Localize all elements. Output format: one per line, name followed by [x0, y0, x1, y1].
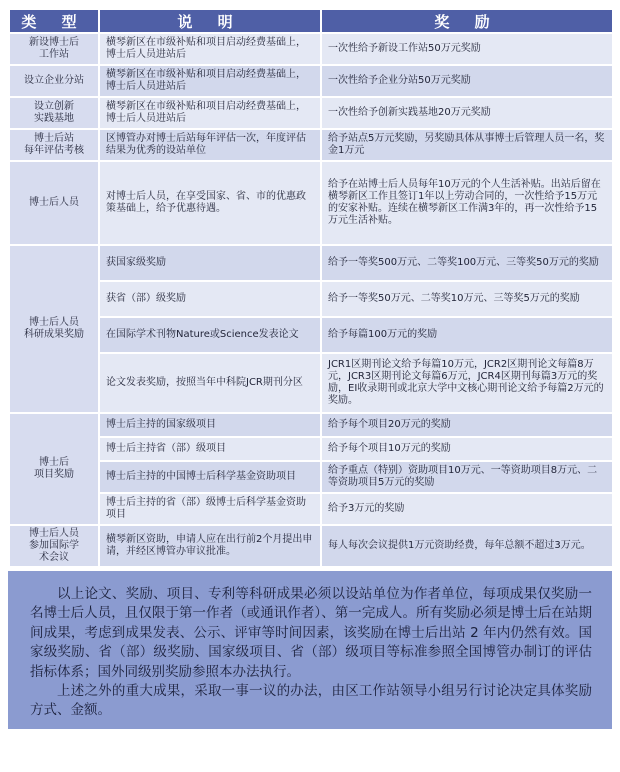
table-row: [10, 246, 612, 280]
row-type: 设立企业分站: [10, 66, 98, 96]
row-type: 博士后站 每年评估考核: [10, 130, 98, 160]
row-reward: JCR1区期刊论文给予每篇10万元，JCR2区期刊论文每篇8万元，JCR3区期刊论文每篇6万元，JCR4区期刊每篇3万元的奖励，EI收录期刊或北京大学中文核心期刊论文给予每篇2万元的奖励。: [322, 354, 612, 412]
row-desc: 博士后主持的省（部）级博士后科学基金资助项目: [100, 494, 320, 524]
row-desc: 横琴新区在市级补贴和项目启动经费基础上，博士后人员进站后: [100, 98, 320, 128]
row-desc: 横琴新区在市级补贴和项目启动经费基础上，博士后人员进站后: [100, 34, 320, 64]
row-desc: 论文发表奖励，按照当年中科院JCR期刊分区: [100, 354, 320, 412]
row-reward: 给予3万元的奖励: [322, 494, 612, 524]
header-type: 类 型: [10, 10, 98, 32]
table-row: [10, 98, 612, 128]
row-reward: 给予一等奖50万元、二等奖10万元、三等奖5万元的奖励: [322, 282, 612, 316]
table-row: [10, 130, 612, 160]
row-type: 设立创新 实践基地: [10, 98, 98, 128]
policy-document: [8, 8, 612, 729]
table-row: [10, 462, 612, 492]
table-row: [10, 494, 612, 524]
row-desc: 博士后主持的中国博士后科学基金资助项目: [100, 462, 320, 492]
projects-type: 博士后 项目奖励: [10, 414, 98, 524]
header-desc: 说 明: [100, 10, 320, 32]
row-desc: 横琴新区在市级补贴和项目启动经费基础上，博士后人员进站后: [100, 66, 320, 96]
row-desc: 获省（部）级奖励: [100, 282, 320, 316]
row-reward: 一次性给予创新实践基地20万元奖励: [322, 98, 612, 128]
row-reward: 给予在站博士后人员每年10万元的个人生活补贴。出站后留在横琴新区工作且签订1年以上劳动合同的，一次性给予15万元的安家补贴。连续在横琴新区工作满3年的，再一次性给予15万元生活补贴。: [322, 162, 612, 244]
table-row: [10, 34, 612, 64]
row-reward: 给予一等奖500万元、二等奖100万元、三等奖50万元的奖励: [322, 246, 612, 280]
table-row: [10, 354, 612, 412]
table-row: [10, 66, 612, 96]
conference-type: 博士后人员 参加国际学 术会议: [10, 526, 98, 566]
table-row: [10, 318, 612, 352]
row-desc: 在国际学术刊物Nature或Science发表论文: [100, 318, 320, 352]
table-row: [10, 438, 612, 460]
table-row: [10, 162, 612, 244]
row-reward: 给予重点（特别）资助项目10万元、一等资助项目8万元、二等资助项目5万元的奖励: [322, 462, 612, 492]
note-paragraph: 上述之外的重大成果，采取一事一议的办法，由区工作站领导小组另行讨论决定具体奖励方式、金额。: [30, 683, 592, 719]
row-type: 博士后人员: [10, 162, 98, 244]
row-desc: 博士后主持省（部）级项目: [100, 438, 320, 460]
table-row: [10, 282, 612, 316]
row-reward: 一次性给予企业分站50万元奖励: [322, 66, 612, 96]
row-reward: 给予每个项目20万元的奖励: [322, 414, 612, 436]
table-row: [10, 526, 612, 566]
row-desc: 横琴新区资助，申请人应在出行前2个月提出申请，并经区博管办审议批准。: [100, 526, 320, 566]
research-type: 博士后人员 科研成果奖励: [10, 246, 98, 412]
row-desc: 对博士后人员，在享受国家、省、市的优惠政策基础上，给予优惠待遇。: [100, 162, 320, 244]
row-reward: 给予每篇100万元的奖励: [322, 318, 612, 352]
row-desc: 获国家级奖励: [100, 246, 320, 280]
row-type: 新设博士后 工作站: [10, 34, 98, 64]
row-reward: 给予站点5万元奖励，另奖励具体从事博士后管理人员一名，奖金1万元: [322, 130, 612, 160]
notes-box: [8, 571, 612, 729]
row-desc: 博士后主持的国家级项目: [100, 414, 320, 436]
header-reward: 奖 励: [322, 10, 612, 32]
row-reward: 一次性给予新设工作站50万元奖励: [322, 34, 612, 64]
note-paragraph: 以上论文、奖励、项目、专利等科研成果必须以设站单位为作者单位，每项成果仅奖励一名博士后人员，且仅限于第一作者（或通讯作者）、第一完成人。所有奖励必须是博士后在站期间成果，考虑到成果发表、公示、评审等时间因素，该奖励在博士后出站 2 年内仍然有效。国家级奖励、省（部）级奖励、国家级项目、省（部）级项目等标准参照全国博管办制订的评估指标体系；国外同级别奖励参照本办法执行。: [30, 586, 592, 680]
table-row: [10, 414, 612, 436]
table-header-row: [10, 10, 612, 32]
row-reward: 每人每次会议提供1万元资助经费，每年总额不超过3万元。: [322, 526, 612, 566]
row-desc: 区博管办对博士后站每年评估一次，年度评估结果为优秀的设站单位: [100, 130, 320, 160]
row-reward: 给予每个项目10万元的奖励: [322, 438, 612, 460]
reward-table: [8, 8, 614, 568]
